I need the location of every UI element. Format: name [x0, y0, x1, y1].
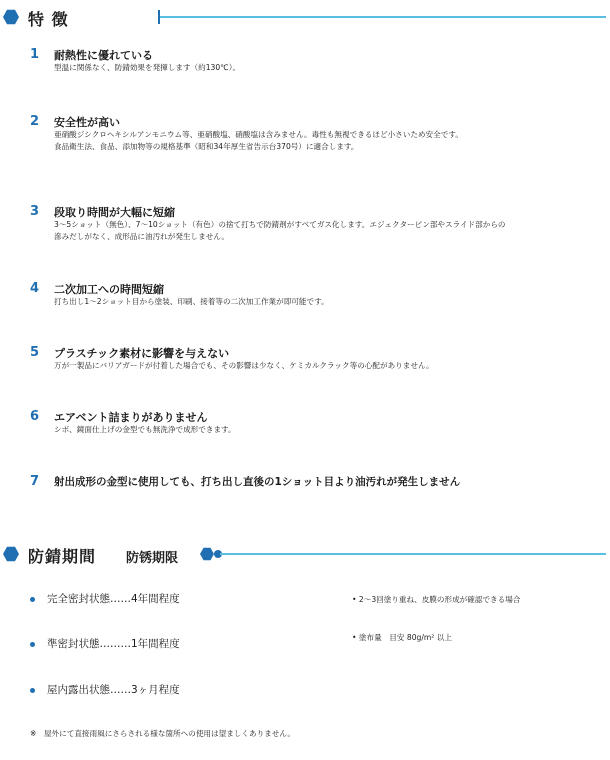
hexagon-icon: [3, 546, 19, 562]
feature-item-6: [30, 409, 600, 439]
bullet-icon: [30, 597, 35, 602]
feature-item-3: [30, 204, 600, 244]
feature-description: シボ、鏡面仕上げの金型でも無洗浄で成形できます。: [54, 425, 236, 434]
feature-item-7: [30, 474, 600, 494]
header-line: [160, 16, 606, 18]
feature-title: 安全性が高い: [54, 116, 120, 129]
feature-title: 耐熱性に優れている: [54, 49, 153, 62]
hexagon-icon: [200, 547, 214, 561]
feature-number: 1: [30, 47, 40, 62]
feature-title: 段取り時間が大幅に短縮: [54, 206, 175, 219]
feature-item-2: [30, 114, 600, 154]
feature-number: 3: [30, 204, 40, 219]
periods-header: [0, 541, 610, 567]
periods-subtitle: 防锈期限: [126, 551, 179, 566]
periods-title: 防錆期間: [28, 547, 97, 566]
feature-title: プラスチック素材に影響を与えない: [54, 347, 230, 360]
feature-description: 亜硝酸ジシクロヘキシルアンモニウム等、亜硝酸塩、硝酸塩は含みません。毒性も無視できるほど小さいため安全です。 食品衛生法、食品、添加物等の規格基準（昭和34年厚生省告示台370号）に適合します。: [54, 130, 463, 151]
feature-number: 6: [30, 409, 40, 424]
feature-number: 5: [30, 345, 40, 360]
feature-title: 射出成形の金型に使用しても、打ち出し直後の1ショット目より油汚れが発生しません: [54, 476, 461, 488]
feature-description: 万が一製品にバリアガードが付着した場合でも、その影響は少なく、ケミカルクラック等の心配がありません。: [54, 361, 434, 370]
feature-number: 7: [30, 474, 40, 489]
feature-item-1: [30, 47, 600, 77]
hexagon-icon: [3, 9, 19, 25]
features-header: [0, 4, 610, 30]
footnote: ※ 屋外にて直接雨風にさらされる様な箇所への使用は望ましくありません。: [30, 729, 296, 738]
feature-title: 二次加工への時間短縮: [54, 283, 164, 296]
side-note: • 塗布量 目安 80g/m² 以上: [352, 633, 452, 642]
header-line: [220, 553, 606, 555]
feature-title: エアベント詰まりがありません: [54, 411, 208, 424]
feature-item-4: [30, 281, 600, 311]
side-note: • 2～3回塗り重ね、皮膜の形成が確認できる場合: [352, 595, 521, 604]
feature-number: 4: [30, 281, 40, 296]
feature-item-5: [30, 345, 600, 375]
period-item: 完全密封状態……4年間程度: [30, 591, 180, 606]
bullet-icon: [30, 642, 35, 647]
feature-description: 3～5ショット（無色）、7～10ショット（有色）の捨て打ちで防錆剤がすべてガス化します。エジェクターピン部やスライド部からの 滲みだしがなく、成形品に油汚れが発生しません。: [54, 220, 506, 241]
feature-description: 打ち出し1～2ショット目から塗装、印刷、接着等の二次加工作業が即可能です。: [54, 297, 329, 306]
period-item: 準密封状態………1年間程度: [30, 636, 180, 651]
bullet-icon: [30, 688, 35, 693]
feature-number: 2: [30, 114, 40, 129]
features-title: 特 徴: [28, 10, 69, 29]
period-item: 屋内露出状態……3ヶ月程度: [30, 682, 180, 697]
feature-description: 型温に関係なく、防錆効果を発揮します（約130℃）。: [54, 63, 241, 72]
